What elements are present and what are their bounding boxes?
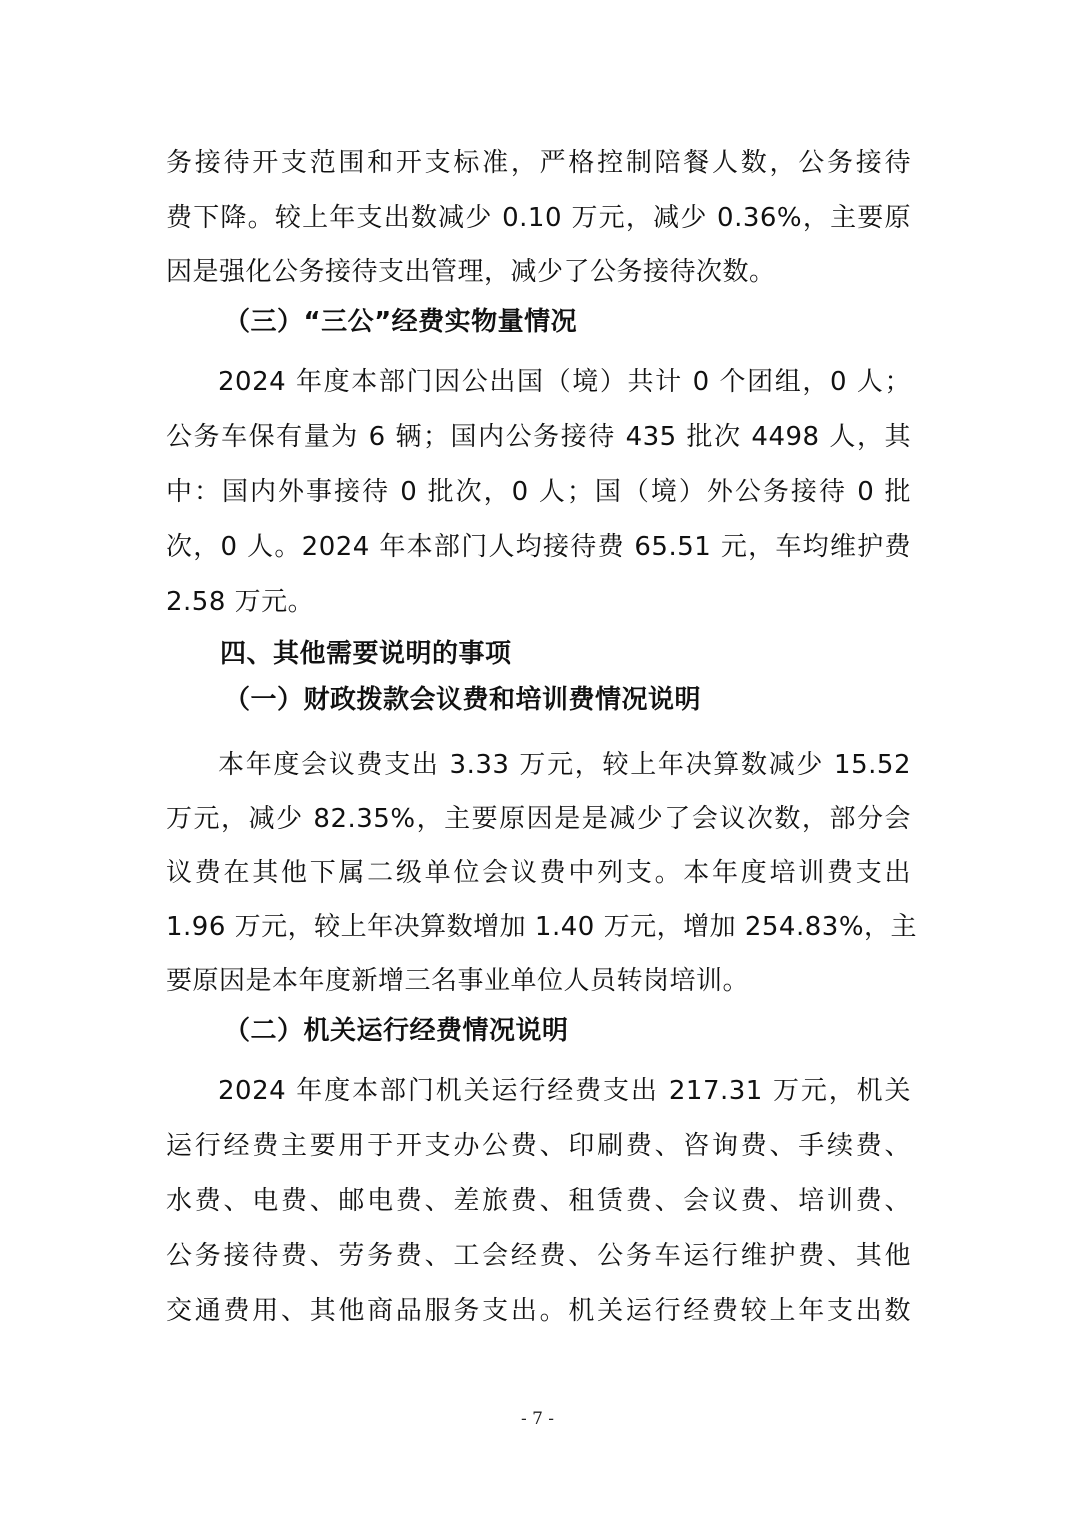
paragraph-line: 2024 年度本部门机关运行经费支出 217.31 万元，机关: [218, 1076, 911, 1106]
paragraph-line: 2024 年度本部门因公出国（境）共计 0 个团组，0 人；: [218, 367, 911, 397]
paragraph-line: 水费、电费、邮电费、差旅费、租赁费、会议费、培训费、: [166, 1186, 911, 1216]
section-heading-three-public-quantity: （三）“三公”经费实物量情况: [224, 307, 578, 337]
paragraph-line: 1.96 万元，较上年决算数增加 1.40 万元，增加 254.83%，主: [166, 912, 918, 942]
paragraph-line: 务接待开支范围和开支标准，严格控制陪餐人数，公务接待: [166, 148, 911, 178]
paragraph-line: 公务车保有量为 6 辆；国内公务接待 435 批次 4498 人，其: [166, 422, 911, 452]
section-heading-meeting-training-fees: （一）财政拨款会议费和培训费情况说明: [224, 685, 702, 715]
paragraph-line: 2.58 万元。: [166, 587, 315, 617]
section-heading-other-matters: 四、其他需要说明的事项: [220, 639, 512, 669]
paragraph-line: 次，0 人。2024 年本部门人均接待费 65.51 元，车均维护费: [166, 532, 911, 562]
paragraph-line: 因是强化公务接待支出管理，减少了公务接待次数。: [166, 257, 776, 287]
paragraph-line: 议费在其他下属二级单位会议费中列支。本年度培训费支出: [166, 858, 911, 888]
section-heading-operating-expenses: （二）机关运行经费情况说明: [224, 1016, 569, 1046]
paragraph-line: 本年度会议费支出 3.33 万元，较上年决算数减少 15.52: [218, 750, 911, 780]
paragraph-line: 交通费用、其他商品服务支出。机关运行经费较上年支出数: [166, 1296, 911, 1326]
paragraph-line: 公务接待费、劳务费、工会经费、公务车运行维护费、其他: [166, 1241, 911, 1271]
paragraph-line: 万元，减少 82.35%，主要原因是是减少了会议次数，部分会: [166, 804, 911, 834]
paragraph-line: 要原因是本年度新增三名事业单位人员转岗培训。: [166, 966, 750, 996]
page-number: - 7 -: [520, 1409, 555, 1429]
paragraph-line: 运行经费主要用于开支办公费、印刷费、咨询费、手续费、: [166, 1131, 911, 1161]
paragraph-line: 费下降。较上年支出数减少 0.10 万元，减少 0.36%，主要原: [166, 203, 911, 233]
paragraph-line: 中：国内外事接待 0 批次，0 人；国（境）外公务接待 0 批: [166, 477, 911, 507]
